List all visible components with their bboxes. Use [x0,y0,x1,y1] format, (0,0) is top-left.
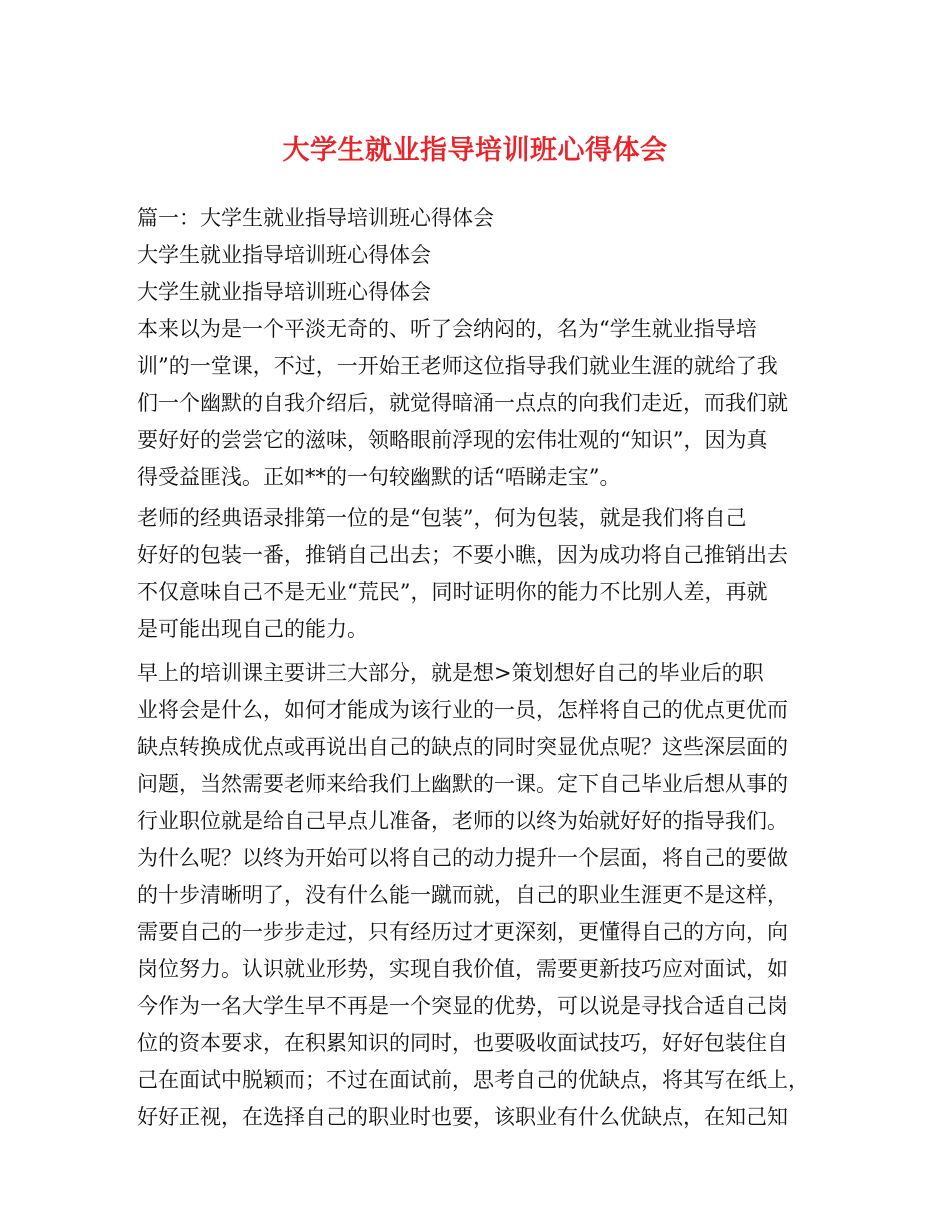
paragraph-line: 本来以为是一个平淡无奇的、听了会纳闷的，名为“学生就业指导培 [137,317,757,341]
paragraph-line: 己在面试中脱颖而；不过在面试前，思考自己的优缺点，将其写在纸上， [137,1068,809,1092]
paragraph-line: 缺点转换成优点或再说出自己的缺点的同时突显优点呢？这些深层面的 [137,735,788,759]
paragraph-line: 得受益匪浅。正如**的一句较幽默的话“唔睇走宝”。 [137,465,621,489]
document-body [137,200,817,1136]
paragraph-line: 业将会是什么，如何才能成为该行业的一员，怎样将自己的优点更优而 [137,698,788,722]
paragraph-line: 位的资本要求，在积累知识的同时，也要吸收面试技巧，好好包装住自 [137,1031,788,1055]
paragraph-line: 今作为一名大学生早不再是一个突显的优势，可以说是寻找合适自己岗 [137,994,788,1018]
paragraph-line: 岗位努力。认识就业形势，实现自我价值，需要更新技巧应对面试，如 [137,957,788,981]
section-heading: 篇一：大学生就业指导培训班心得体会 [137,206,494,230]
paragraph-line: 行业职位就是给自己早点儿准备，老师的以终为始就好好的指导我们。 [137,809,788,833]
paragraph-line: 是可能出现自己的能力。 [137,617,368,641]
paragraph-line: 们一个幽默的自我介绍后，就觉得暗涌一点点的向我们走近，而我们就 [137,391,788,415]
paragraph-line: 不仅意味自己不是无业“荒民”，同时证明你的能力不比别人差，再就 [137,580,768,604]
document-title: 大学生就业指导培训班心得体会 [282,135,668,166]
paragraph-line: 早上的培训课主要讲三大部分，就是想>策划想好自己的毕业后的职 [137,661,764,685]
paragraph-3 [137,655,817,1136]
paragraph-line: 训”的一堂课，不过，一开始王老师这位指导我们就业生涯的就给了我 [137,354,778,378]
subsection-heading: 大学生就业指导培训班心得体会 [137,280,431,304]
paragraph-line: 需要自己的一步步走过，只有经历过才更深刻，更懂得自己的方向，向 [137,920,788,944]
subsection-heading: 大学生就业指导培训班心得体会 [137,243,431,267]
paragraph-1 [137,311,817,496]
paragraph-line: 好好的包装一番，推销自己出去；不要小瞧，因为成功将自己推销出去 [137,543,788,567]
paragraph-line: 好好正视，在选择自己的职业时也要，该职业有什么优缺点，在知己知 [137,1105,788,1129]
paragraph-2 [137,500,817,648]
paragraph-line: 问题，当然需要老师来给我们上幽默的一课。定下自己毕业后想从事的 [137,772,788,796]
paragraph-line: 为什么呢？以终为开始可以将自己的动力提升一个层面，将自己的要做 [137,846,788,870]
paragraph-line: 的十步清晰明了，没有什么能一蹴而就，自己的职业生涯更不是这样， [137,883,788,907]
paragraph-line: 老师的经典语录排第一位的是“包装”，何为包装，就是我们将自己 [137,506,747,530]
paragraph-line: 要好好的尝尝它的滋味，领略眼前浮现的宏伟壮观的“知识”，因为真 [137,428,768,452]
